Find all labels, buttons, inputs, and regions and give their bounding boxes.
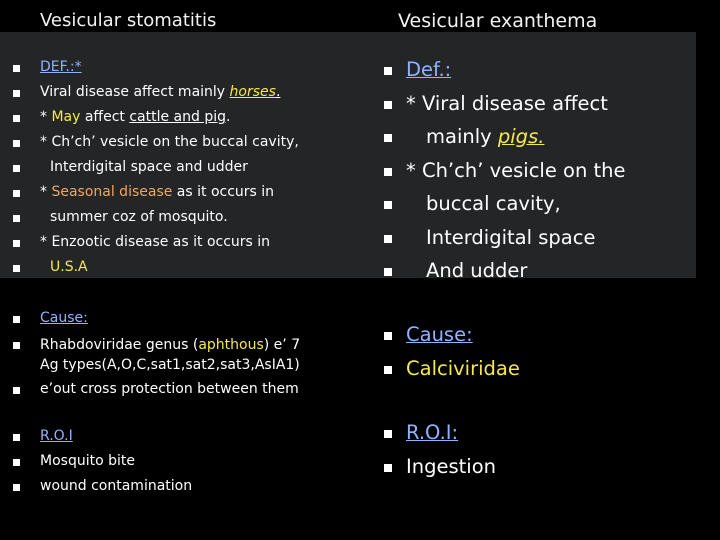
text: Ingestion: [406, 454, 496, 478]
text: as it occurs in: [172, 184, 275, 200]
list-item: [0, 416, 496, 450]
bullet-icon: [384, 67, 392, 75]
bullet-icon: [384, 366, 392, 374]
text: affect: [80, 109, 130, 125]
text: *: [40, 109, 52, 125]
text: Mosquito bite: [40, 453, 135, 469]
list-item: [0, 352, 520, 386]
title-vesicular-exanthema: Vesicular exanthema: [398, 10, 598, 32]
text: Rhabdoviridae genus (: [40, 337, 199, 353]
bullet-icon: [384, 464, 392, 472]
text: Interdigital space: [426, 225, 596, 249]
roi-link[interactable]: R.O.I: [40, 428, 73, 444]
list-item: [0, 154, 626, 188]
list-item: [0, 53, 626, 87]
def-link[interactable]: DEF.:*: [40, 59, 82, 75]
bullet-icon: [384, 134, 392, 142]
highlight-aphthous: aphthous: [198, 337, 264, 353]
highlight-usa: U.S.A: [50, 259, 88, 275]
bullet-icon: [384, 201, 392, 209]
text: summer coz of mosquito.: [50, 209, 228, 225]
text: Ag types(A,O,C,sat1,sat2,sat3,AsIA1): [40, 357, 300, 373]
text: Interdigital space and udder: [50, 159, 248, 175]
highlight-seasonal: Seasonal disease: [51, 184, 173, 200]
text: .: [275, 84, 281, 100]
bullet-icon: [384, 101, 392, 109]
list-item: [0, 187, 626, 221]
def-link[interactable]: Def.:: [406, 58, 452, 81]
bullet-icon: [384, 168, 392, 176]
list-item: [0, 254, 626, 288]
text: * Enzootic disease as it occurs in: [40, 234, 271, 250]
text: buccal cavity,: [426, 192, 561, 215]
text: *: [40, 184, 52, 200]
cause-link[interactable]: Cause:: [406, 323, 473, 346]
text: * Ch’ch’ vesicle on the: [406, 158, 626, 182]
highlight-calciviridae: Calciviridae: [406, 356, 520, 380]
bullet-icon: [13, 484, 20, 491]
title-vesicular-stomatitis: Vesicular stomatitis: [40, 10, 217, 31]
list-item: [0, 120, 626, 154]
roi-link[interactable]: R.O.I:: [406, 421, 459, 444]
list-item: [0, 450, 496, 484]
highlight-pigs: pigs.: [497, 125, 545, 148]
list-item: [0, 318, 520, 352]
right-roi-list: [0, 416, 496, 483]
text: .: [226, 109, 231, 125]
text: wound contamination: [40, 478, 193, 494]
right-cause-list: [0, 318, 520, 385]
text: Viral disease affect mainly: [40, 84, 230, 100]
text: ) e’ 7: [263, 337, 301, 353]
bullet-icon: [384, 235, 392, 243]
text: * Viral disease affect: [406, 91, 608, 115]
band-edge: [696, 32, 720, 278]
text: mainly: [426, 125, 498, 148]
highlight-horses: horses: [229, 84, 276, 100]
list-item: [0, 221, 626, 255]
text: e’out cross protection between them: [40, 381, 299, 397]
text: * Ch’ch’ vesicle on the buccal cavity,: [40, 134, 299, 150]
bullet-icon: [384, 268, 392, 276]
bullet-icon: [384, 430, 392, 438]
list-item: [0, 87, 626, 121]
underlined-cattle-pig: cattle and pig: [129, 109, 227, 125]
right-definition-list: [0, 53, 626, 288]
bullet-icon: [384, 332, 392, 340]
highlight-may: May: [51, 109, 81, 125]
text: And udder: [426, 259, 528, 282]
bullet-icon: [13, 387, 20, 394]
cause-link[interactable]: Cause:: [40, 310, 88, 326]
